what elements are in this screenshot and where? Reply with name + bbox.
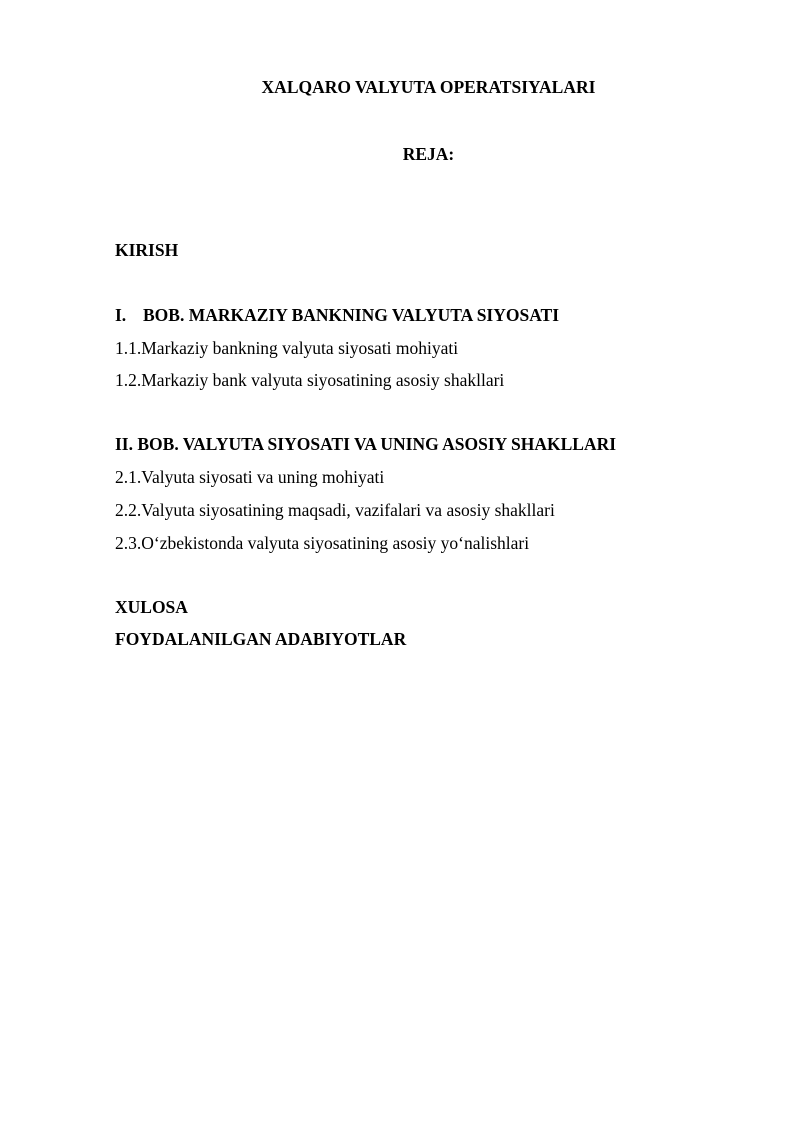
plan-heading: REJA:	[402, 144, 455, 164]
section-number: 2.3.	[115, 533, 142, 553]
toc-entry-2-3	[115, 532, 529, 554]
section-number: 2.2.	[115, 500, 142, 520]
document-title: XALQARO VALYUTA OPERATSIYALARI	[261, 77, 596, 97]
section-title: Markaziy bank valyuta siyosatining asosiy shakllari	[141, 370, 505, 390]
section-title: Valyuta siyosati va uning mohiyati	[141, 467, 385, 487]
section-title: Markaziy bankning valyuta siyosati mohiyati	[141, 338, 459, 358]
chapter1-heading	[115, 304, 559, 326]
chapter2-heading: II. BOB. VALYUTA SIYOSATI VA UNING ASOSIY SHAKLLARI	[115, 434, 617, 454]
section-title: O‘zbekistonda valyuta siyosatining asosiy yo‘nalishlari	[141, 533, 530, 553]
section-title: Valyuta siyosatining maqsadi, vazifalari va asosiy shakllari	[141, 500, 555, 520]
toc-entry-1-2	[115, 369, 504, 391]
references-heading: FOYDALANILGAN ADABIYOTLAR	[115, 629, 407, 649]
section-number: 2.1.	[115, 467, 142, 487]
chapter1-number: I.	[115, 305, 127, 325]
conclusion-heading: XULOSA	[115, 597, 188, 617]
toc-entry-1-1	[115, 337, 458, 359]
toc-entry-2-1	[115, 466, 384, 488]
chapter1-title: BOB. MARKAZIY BANKNING VALYUTA SIYOSATI	[143, 305, 560, 325]
section-number: 1.2.	[115, 370, 142, 390]
intro-heading: KIRISH	[115, 240, 179, 260]
section-number: 1.1.	[115, 338, 142, 358]
toc-entry-2-2	[115, 499, 555, 521]
